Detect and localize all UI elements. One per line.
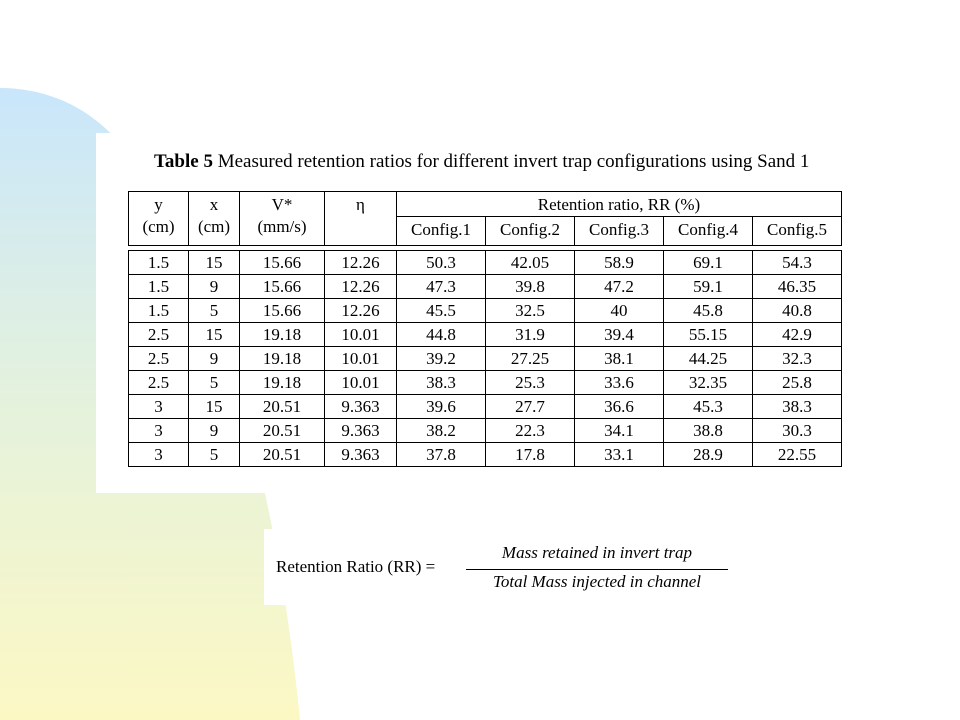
table-cell: 25.8 bbox=[753, 371, 842, 395]
table-cell: 19.18 bbox=[240, 323, 325, 347]
table-cell: 45.5 bbox=[397, 299, 486, 323]
table-cell: 10.01 bbox=[325, 347, 397, 371]
table-cell: 3 bbox=[129, 443, 189, 467]
table-row bbox=[129, 299, 842, 323]
table-cell: 9.363 bbox=[325, 443, 397, 467]
table-cell: 42.9 bbox=[753, 323, 842, 347]
table-cell: 55.15 bbox=[664, 323, 753, 347]
table-cell: 69.1 bbox=[664, 251, 753, 275]
table-cell: 34.1 bbox=[575, 419, 664, 443]
header-config-2: Config.2 bbox=[486, 217, 575, 246]
table-cell: 9.363 bbox=[325, 395, 397, 419]
table-cell: 38.1 bbox=[575, 347, 664, 371]
table-cell: 17.8 bbox=[486, 443, 575, 467]
fraction-bar bbox=[466, 569, 728, 570]
table-cell: 30.3 bbox=[753, 419, 842, 443]
table-cell: 20.51 bbox=[240, 443, 325, 467]
header-retention-group: Retention ratio, RR (%) bbox=[397, 192, 842, 217]
table-cell: 45.3 bbox=[664, 395, 753, 419]
header-config-3: Config.3 bbox=[575, 217, 664, 246]
table-cell: 15.66 bbox=[240, 275, 325, 299]
table-cell: 1.5 bbox=[129, 251, 189, 275]
table-cell: 44.8 bbox=[397, 323, 486, 347]
formula-denominator: Total Mass injected in channel bbox=[492, 572, 702, 591]
table-cell: 38.3 bbox=[397, 371, 486, 395]
table-cell: 15.66 bbox=[240, 251, 325, 275]
table-cell: 33.1 bbox=[575, 443, 664, 467]
table-cell: 10.01 bbox=[325, 323, 397, 347]
header-x: x (cm) bbox=[189, 192, 240, 246]
table-cell: 20.51 bbox=[240, 419, 325, 443]
table-cell: 9.363 bbox=[325, 419, 397, 443]
table-row bbox=[129, 371, 842, 395]
table-cell: 3 bbox=[129, 395, 189, 419]
header-config-1: Config.1 bbox=[397, 217, 486, 246]
table-cell: 1.5 bbox=[129, 275, 189, 299]
table-cell: 5 bbox=[189, 371, 240, 395]
table-cell: 32.3 bbox=[753, 347, 842, 371]
table-row bbox=[129, 275, 842, 299]
table-cell: 15 bbox=[189, 323, 240, 347]
table-row bbox=[129, 347, 842, 371]
table-cell: 58.9 bbox=[575, 251, 664, 275]
header-row-1 bbox=[129, 192, 842, 217]
table-cell: 46.35 bbox=[753, 275, 842, 299]
header-config-5: Config.5 bbox=[753, 217, 842, 246]
table-row bbox=[129, 323, 842, 347]
table-cell: 32.35 bbox=[664, 371, 753, 395]
table-cell: 59.1 bbox=[664, 275, 753, 299]
table-cell: 38.3 bbox=[753, 395, 842, 419]
table-cell: 19.18 bbox=[240, 371, 325, 395]
table-cell: 5 bbox=[189, 299, 240, 323]
table-cell: 39.4 bbox=[575, 323, 664, 347]
table-cell: 20.51 bbox=[240, 395, 325, 419]
table-cell: 38.8 bbox=[664, 419, 753, 443]
table-cell: 32.5 bbox=[486, 299, 575, 323]
table-cell: 28.9 bbox=[664, 443, 753, 467]
header-eta: η bbox=[325, 192, 397, 246]
table-caption bbox=[154, 151, 809, 173]
header-config-4: Config.4 bbox=[664, 217, 753, 246]
table-cell: 38.2 bbox=[397, 419, 486, 443]
table-cell: 54.3 bbox=[753, 251, 842, 275]
table-cell: 27.7 bbox=[486, 395, 575, 419]
table-cell: 31.9 bbox=[486, 323, 575, 347]
table-cell: 40.8 bbox=[753, 299, 842, 323]
retention-table bbox=[128, 191, 842, 467]
table-cell: 25.3 bbox=[486, 371, 575, 395]
table-cell: 12.26 bbox=[325, 251, 397, 275]
table-cell: 15 bbox=[189, 251, 240, 275]
table-cell: 1.5 bbox=[129, 299, 189, 323]
table-cell: 10.01 bbox=[325, 371, 397, 395]
table-cell: 5 bbox=[189, 443, 240, 467]
table-cell: 15 bbox=[189, 395, 240, 419]
table-body bbox=[129, 246, 842, 467]
table-row bbox=[129, 419, 842, 443]
table-cell: 27.25 bbox=[486, 347, 575, 371]
table-cell: 9 bbox=[189, 419, 240, 443]
table-cell: 22.3 bbox=[486, 419, 575, 443]
table-row bbox=[129, 443, 842, 467]
table-cell: 50.3 bbox=[397, 251, 486, 275]
table-cell: 2.5 bbox=[129, 371, 189, 395]
table-cell: 39.6 bbox=[397, 395, 486, 419]
table-cell: 19.18 bbox=[240, 347, 325, 371]
table-cell: 47.3 bbox=[397, 275, 486, 299]
table-cell: 12.26 bbox=[325, 299, 397, 323]
table-cell: 22.55 bbox=[753, 443, 842, 467]
table-cell: 12.26 bbox=[325, 275, 397, 299]
caption-text: Measured retention ratios for different invert trap configurations using Sand 1 bbox=[212, 151, 810, 172]
caption-label: Table 5 bbox=[154, 151, 213, 172]
table-cell: 40 bbox=[575, 299, 664, 323]
table-cell: 44.25 bbox=[664, 347, 753, 371]
table-cell: 36.6 bbox=[575, 395, 664, 419]
table-cell: 47.2 bbox=[575, 275, 664, 299]
table-row bbox=[129, 251, 842, 275]
table-cell: 3 bbox=[129, 419, 189, 443]
table-cell: 39.2 bbox=[397, 347, 486, 371]
table-cell: 37.8 bbox=[397, 443, 486, 467]
table-row bbox=[129, 395, 842, 419]
table-cell: 9 bbox=[189, 275, 240, 299]
header-y: y (cm) bbox=[129, 192, 189, 246]
header-v: V* (mm/s) bbox=[240, 192, 325, 246]
table-cell: 33.6 bbox=[575, 371, 664, 395]
table-cell: 2.5 bbox=[129, 347, 189, 371]
table-cell: 45.8 bbox=[664, 299, 753, 323]
formula-numerator: Mass retained in invert trap bbox=[501, 543, 693, 562]
formula-label: Retention Ratio (RR) = bbox=[276, 557, 436, 576]
table-cell: 39.8 bbox=[486, 275, 575, 299]
table-cell: 15.66 bbox=[240, 299, 325, 323]
table-cell: 2.5 bbox=[129, 323, 189, 347]
table-cell: 42.05 bbox=[486, 251, 575, 275]
table-cell: 9 bbox=[189, 347, 240, 371]
